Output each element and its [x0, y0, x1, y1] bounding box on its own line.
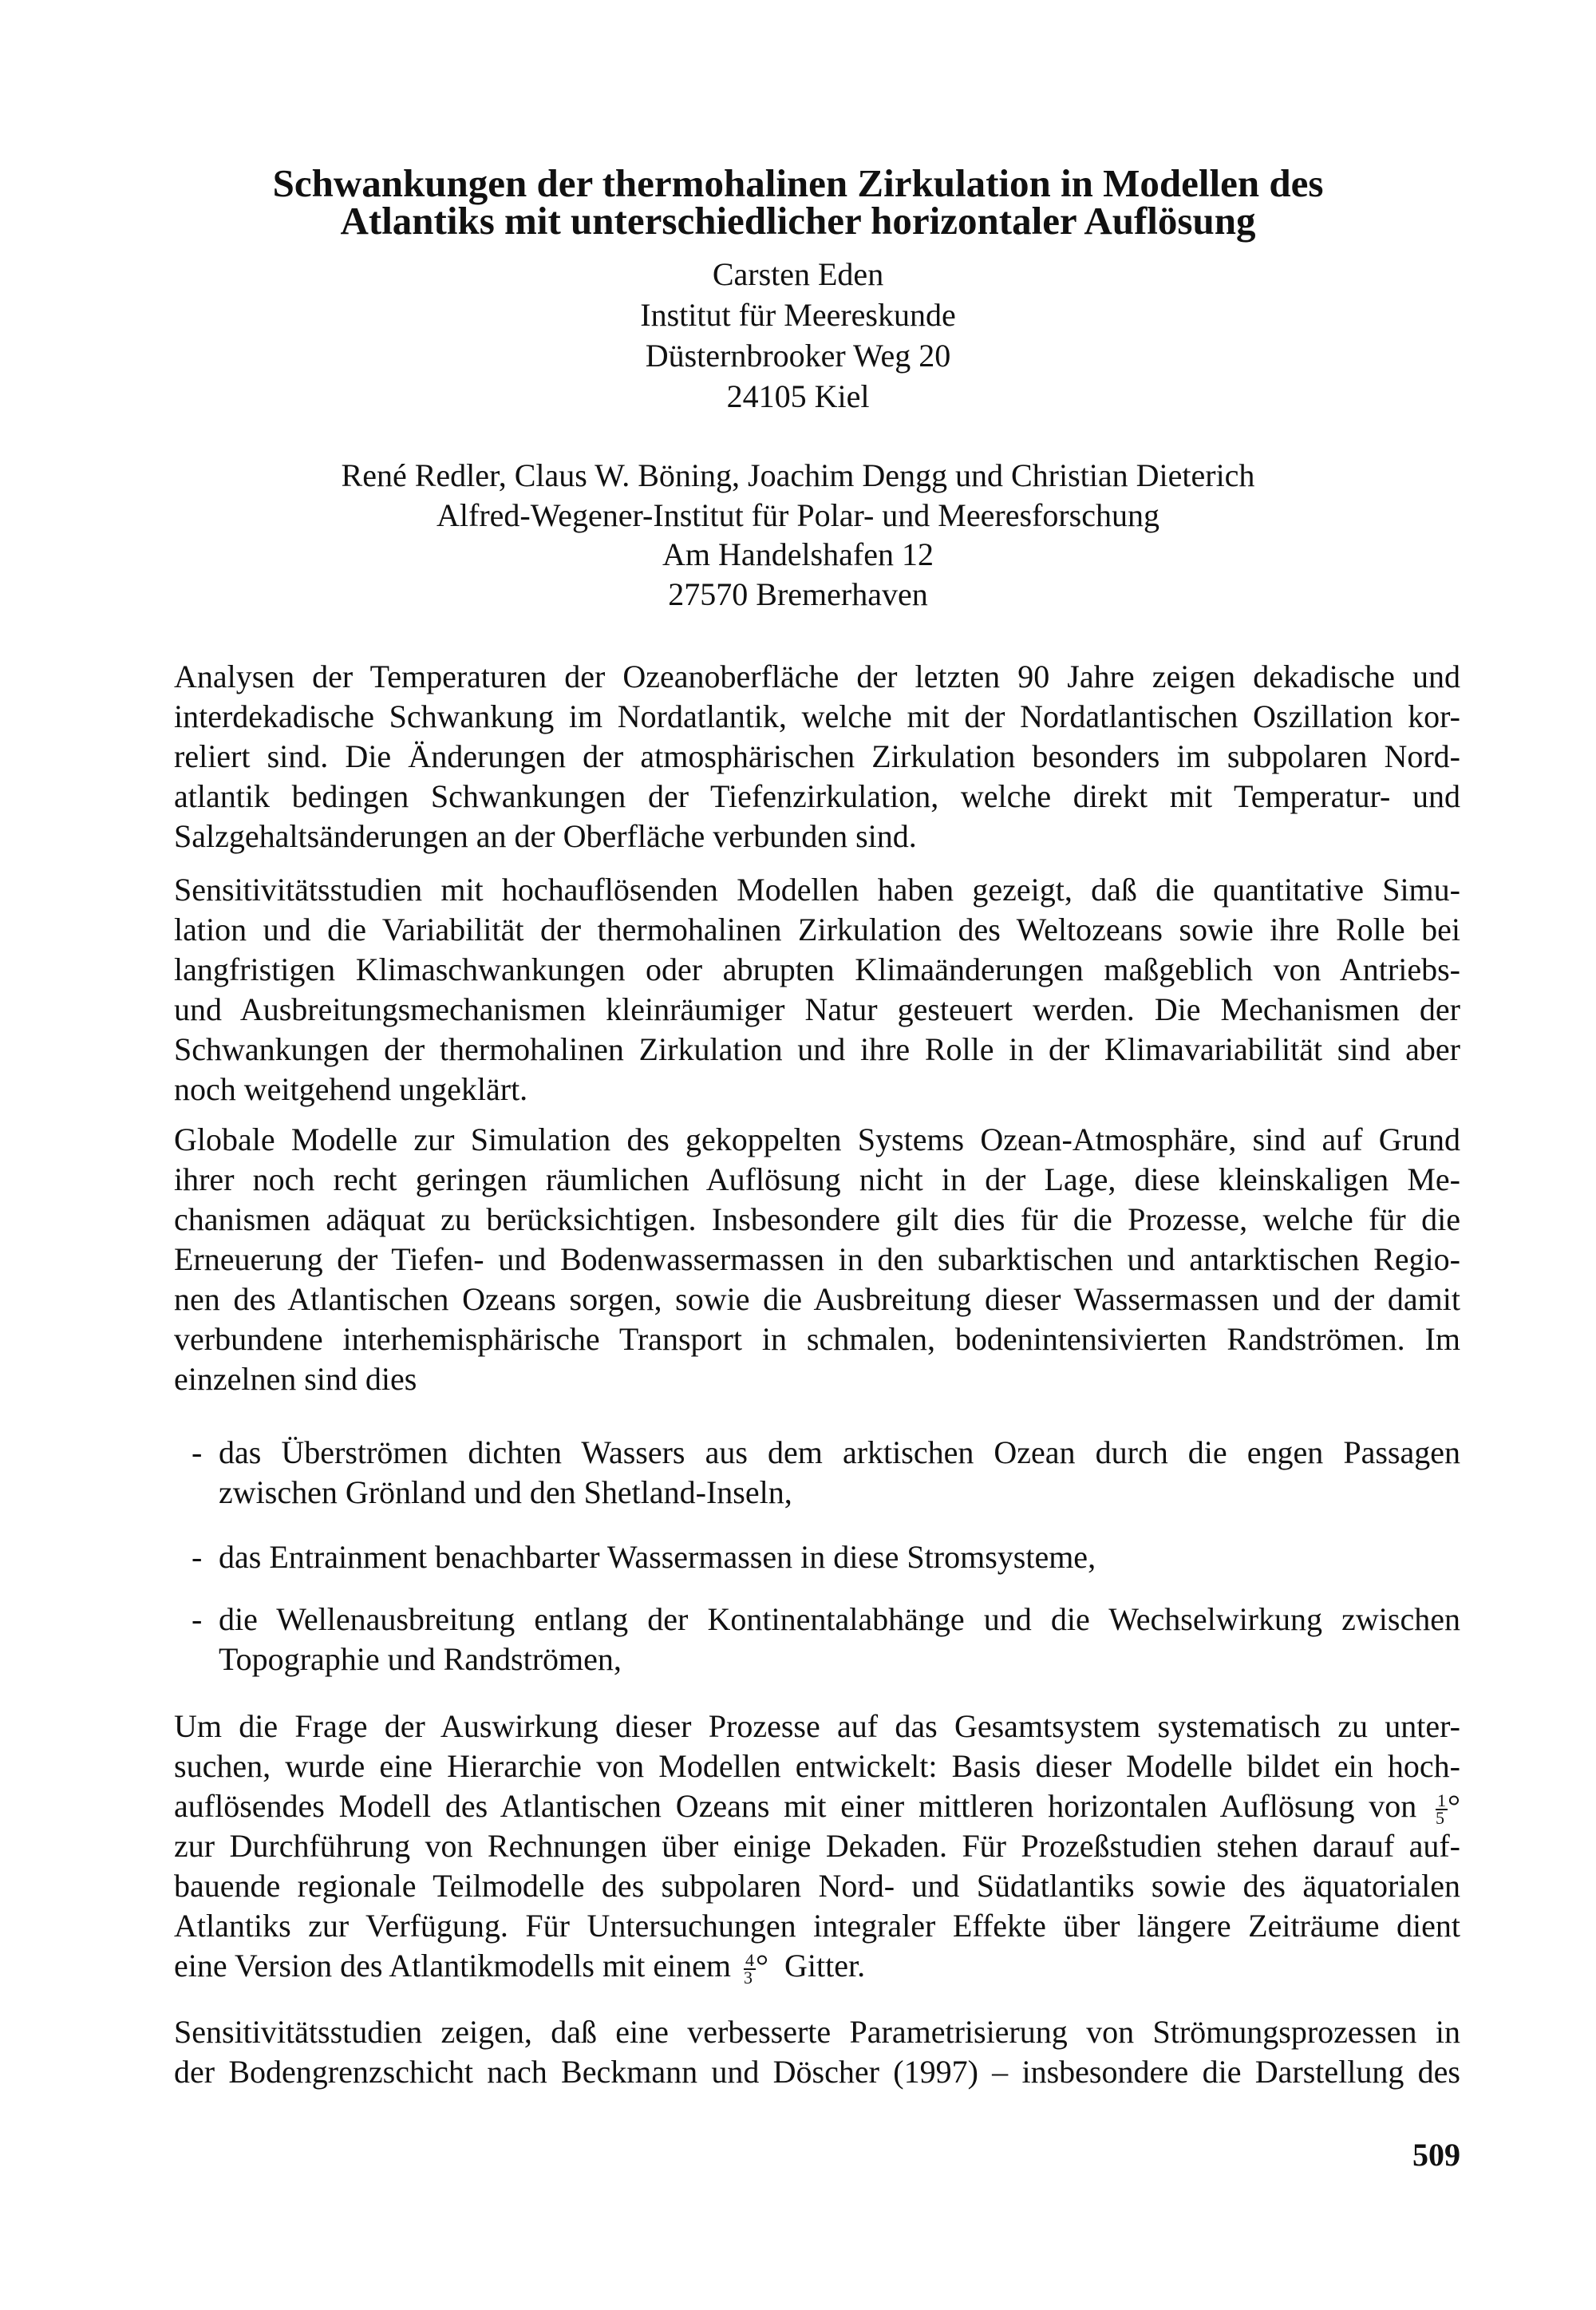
text-line: und Ausbreitungsmechanismen kleinräumiger Natur gesteuert werden. Die Mechanismen der [174, 991, 1460, 1027]
text-line: das Entrainment benachbarter Wassermassen in diese Stromsysteme, [219, 1539, 1096, 1575]
text-line: verbundene interhemisphärische Transport in schmalen, bodenintensivierten Randströmen. Im [174, 1321, 1460, 1357]
line-text: Gitter. [784, 1948, 866, 1984]
text-line: atlantik bedingen Schwankungen der Tiefenzirkulation, welche direkt mit Temperatur- und [174, 778, 1460, 814]
text-line: zwischen Grönland und den Shetland-Inseln, [219, 1474, 792, 1510]
text-line: Erneuerung der Tiefen- und Bodenwassermassen in den subarktischen und antarktischen Regio- [174, 1241, 1460, 1277]
author-names: René Redler, Claus W. Böning, Joachim Dengg und Christian Dieterich [341, 457, 1255, 493]
bullet-marker: - [192, 1601, 203, 1637]
text-line: Schwankungen der thermohalinen Zirkulation und ihre Rolle in der Klimavariabilität sind aber [174, 1031, 1460, 1067]
text-line: Atlantiks zur Verfügung. Für Untersuchungen integraler Effekte über längere Zeiträume dient [174, 1908, 1460, 1944]
text-line: das Überströmen dichten Wassers aus dem arktischen Ozean durch die engen Passagen [219, 1434, 1460, 1470]
city: 27570 Bremerhaven [668, 576, 928, 612]
title-line: Atlantiks mit unterschiedlicher horizontaler Auflösung [340, 199, 1256, 243]
text-line: Um die Frage der Auswirkung dieser Prozesse auf das Gesamtsystem systematisch zu unter- [174, 1708, 1460, 1744]
paragraph-1 [174, 657, 1460, 856]
fraction-num: 1 [1437, 1790, 1446, 1810]
page-number: 509 [1412, 2137, 1460, 2173]
paper-title [0, 161, 1596, 243]
text-line: suchen, wurde eine Hierarchie von Modellen entwickelt: Basis dieser Modelle bildet ein hoch- [174, 1748, 1460, 1784]
text-line: lation und die Variabilität der thermohalinen Zirkulation des Weltozeans sowie ihre Rolle bei [174, 912, 1460, 947]
text-line: reliert sind. Die Änderungen der atmosphärischen Zirkulation besonders im subpolaren Nord- [174, 738, 1460, 774]
bullet-marker: - [192, 1539, 203, 1575]
text-line: nen des Atlantischen Ozeans sorgen, sowie die Ausbreitung dieser Wassermassen und der damit [174, 1281, 1460, 1317]
street-address: Düsternbrooker Weg 20 [645, 338, 951, 374]
text-line [174, 1946, 1460, 1986]
text-line: noch weitgehend ungeklärt. [174, 1071, 528, 1107]
institution: Alfred-Wegener-Institut für Polar- und Meeresforschung [437, 496, 1159, 533]
text-line: Globale Modelle zur Simulation des gekoppelten Systems Ozean-Atmosphäre, sind auf Grund [174, 1121, 1460, 1157]
bullet-item-3 [174, 1600, 1460, 1679]
paragraph-2 [174, 870, 1460, 1110]
degree-fraction [1436, 1790, 1448, 1828]
author-affiliation-2 [0, 456, 1596, 614]
text-line: Salzgehaltsänderungen an der Oberfläche verbunden sind. [174, 818, 917, 854]
bullet-marker: - [192, 1434, 203, 1470]
paragraph-4 [174, 1707, 1460, 1986]
bullet-text [219, 1537, 1460, 1577]
text-line: Sensitivitätsstudien zeigen, daß eine verbesserte Parametrisierung von Strömungsprozessen in [174, 2014, 1460, 2050]
text-line: Analysen der Temperaturen der Ozeanoberfläche der letzten 90 Jahre zeigen dekadische und [174, 659, 1460, 694]
paragraph-3 [174, 1120, 1460, 1399]
fraction-den: 5 [1436, 1807, 1444, 1828]
author-name: Carsten Eden [712, 256, 884, 292]
text-line: ihrer noch recht geringen räumlichen Auflösung nicht in der Lage, diese kleinskaligen Me- [174, 1161, 1460, 1197]
text-line: einzelnen sind dies [174, 1361, 417, 1397]
text-line: der Bodengrenzschicht nach Beckmann und Döscher (1997) – insbesondere die Darstellung des [174, 2054, 1460, 2090]
text-line [174, 1786, 1460, 1826]
paragraph-5 [174, 2012, 1460, 2092]
text-line: Topographie und Randströmen, [219, 1641, 622, 1677]
author-affiliation-1 [0, 254, 1596, 417]
text-line: zur Durchführung von Rechnungen über einige Dekaden. Für Prozeßstudien stehen darauf auf- [174, 1828, 1460, 1864]
line-text: auflösendes Modell des Atlantischen Ozeans mit einer mittleren horizontalen Auflösung von [174, 1788, 1417, 1824]
bullet-text [219, 1433, 1460, 1513]
text-line: langfristigen Klimaschwankungen oder abrupten Klimaänderungen maßgeblich von Antriebs- [174, 951, 1460, 987]
degree-symbol: ° [756, 1948, 769, 1984]
text-line: interdekadische Schwankung im Nordatlantik, welche mit der Nordatlantischen Oszillation kor- [174, 698, 1460, 734]
institution: Institut für Meereskunde [640, 297, 956, 333]
degree-fraction [744, 1949, 756, 1988]
bullet-item-1 [174, 1433, 1460, 1513]
city: 24105 Kiel [726, 378, 870, 414]
degree-symbol: ° [1448, 1788, 1460, 1824]
text-line: bauende regionale Teilmodelle des subpolaren Nord- und Südatlantiks sowie des äquatorialen [174, 1868, 1460, 1904]
text-line: chanismen adäquat zu berücksichtigen. Insbesondere gilt dies für die Prozesse, welche für die [174, 1201, 1460, 1237]
fraction-num: 4 [745, 1949, 755, 1970]
line-text: eine Version des Atlantikmodells mit einem [174, 1948, 732, 1984]
text-line: Sensitivitätsstudien mit hochauflösenden Modellen haben gezeigt, daß die quantitative Simu- [174, 872, 1460, 908]
street-address: Am Handelshafen 12 [662, 536, 934, 572]
bullet-item-2 [174, 1537, 1460, 1577]
fraction-den: 3 [744, 1967, 753, 1988]
text-line: die Wellenausbreitung entlang der Kontinentalabhänge und die Wechselwirkung zwischen [219, 1601, 1460, 1637]
title-line: Schwankungen der thermohalinen Zirkulation in Modellen des [272, 161, 1324, 205]
bullet-text [219, 1600, 1460, 1679]
